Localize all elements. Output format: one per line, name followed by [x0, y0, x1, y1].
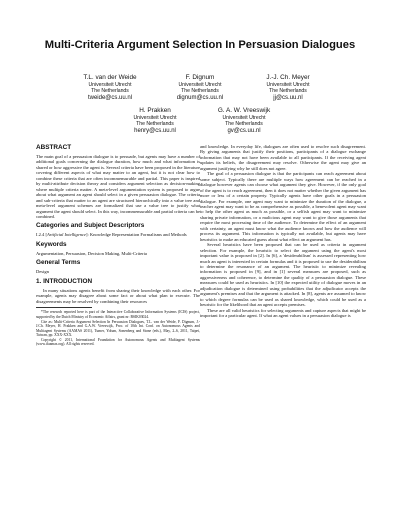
author-block [228, 74, 348, 102]
footnote-divider [36, 307, 92, 308]
author-name: G. A. W. Vreeswijk [217, 107, 271, 114]
body-paragraph: Several heuristics have been proposed that can be used as criteria in argument selection. For example, the heuristic to select the argument using the agent's most important value is proposed in [2]. In [6], a 'desiderabilism' is assessed representing how much an agent is interested in certain formulas and it is proposed to use the desiderabilism to determine the resonance of an argument. The heuristic to minimize revealing information is proposed in [9], and in [1] several measures are proposed, such as aggressiveness and coherence, to determine the quality of a persuasion dialogue. These measures could be used as heuristics. In [10] the expected utility of dialogue moves in an adjudication dialogue is determined using probabilities that the adjudicator accepts the argument's premises and that the argument is attacked. In [8], agents are assumed to know to which degree formulas can be used as shared knowledge, which could be used as a heuristic for the likelihood that an agent accepts premises. [200, 242, 366, 308]
footnote-funding: *The research reported here is part of the Interactive Collaborative Information Systems (ICIS) project, supported by the Dutch Ministry of Economic Affairs, grant nr: BSIK03024. [36, 310, 200, 319]
author-name: J.-J. Ch. Meyer [266, 74, 310, 81]
footnote-copyright: Copyright © 2011, International Foundation for Autonomous Agents and Multiagent Systems (www.ifaamas.org). All rights reserved. [36, 337, 200, 346]
author-email: dignum@cs.uu.nl [176, 95, 224, 101]
author-email: tweide@cs.uu.nl [87, 95, 133, 101]
author-country: The Netherlands [91, 88, 129, 94]
author-block [184, 107, 304, 135]
body-paragraph: and knowledge. In everyday life, dialogues are often used to resolve such disagreement. By giving arguments that justify their positions, participants of a dialogue exchange information that may not have been available to all participants. If the receiving agent updates its beliefs, the disagreement may resolve. Otherwise the agent may give an argument justifying why he still does not agree. [200, 144, 366, 171]
body-paragraph: The goal of a persuasion dialogue is that the participants can reach agreement about some subject. Typically there are multiple ways how agreement can be reached in a dialogue however agents can choose what argument they give. However, if the only goal of the agent is to reach agreement, then it does not matter whether the given argument has more or less of a certain property. Typically agents have other goals in a persuasion dialogue. For example, one agent may want to minimize the duration of the dialogue, a teacher agent may want to be as comprehensive as possible, a benevolent agent may want to help the other agent as much as possible, or a selfish agent may want to minimize sharing private information, or a malicious agent may want to give those arguments that require the most processing time of the audience. To determine the effect of an argument with certainty, an agent must know what the audience knows and how the audience will process its argument. This information is typically not available, but agents may have heuristics to make an educated guess about what effect an argument has. [200, 171, 366, 242]
author-country: The Netherlands [269, 88, 307, 94]
footnotes [36, 310, 200, 346]
categories-text [36, 232, 200, 237]
author-email: jj@cs.uu.nl [273, 95, 303, 101]
author-affiliation: Universiteit Utrecht [266, 82, 310, 88]
keywords-heading: Keywords [36, 240, 67, 248]
categories-code: I.2.4 [ [36, 232, 47, 238]
introduction-heading: 1. INTRODUCTION [36, 277, 93, 285]
categories-emph: Artificial Intelligence [47, 232, 87, 238]
author-country: The Netherlands [225, 121, 263, 127]
author-name: T.L. van der Weide [83, 74, 137, 81]
body-paragraph: These are all valid heuristics for selecting arguments and capture aspects that might be important for a particular agent. If what an agent values in a persuasion dialogue is [200, 307, 366, 319]
author-country: The Netherlands [136, 121, 174, 127]
author-affiliation: Universiteit Utrecht [133, 115, 177, 121]
abstract-text: The main goal of a persuasion dialogue is to persuade, but agents may have a number of additional goals concerning the dialogue duration, how much and what information is shared or how aggressive the agent is. Several criteria have been proposed in the literature covering different aspects of what may matter to an agent, but it is not clear how to combine these criteria that are often incommensurable and partial. This paper is inspired by multi-attribute decision theory and considers argument selection as decision-making where multiple criteria matter. A meta-level argumentation system is proposed to argue about what argument an agent should select in a given persuasion dialogue. The criteria and sub-criteria that matter to an agent are structured hierarchically into a value tree and meta-level argument schemes are formalized that use a value tree to justify what argument the agent should select. In this way, incommensurable and partial criteria can be combined. [36, 154, 201, 219]
footnote-citation: Cite as: Multi-Criteria Argument Selection In Persuasion Dialogues, T.L. van der Weide, F. Dignum, J.-J.Ch. Meyer, H. Prakken and G.A.W. Vreeswijk, Proc. of 10th Int. Conf. on Autonomous Agents and Multiagent Systems (AAMAS 2011), Tumer, Yolum, Sonenberg and Stone (eds.), May, 2–6, 2011, Taipei, Taiwan, pp. XXX-XXX. [36, 319, 200, 338]
author-email: gv@cs.uu.nl [227, 128, 261, 134]
categories-heading: Categories and Subject Descriptors [36, 222, 145, 230]
general-terms-text: Design [36, 269, 49, 275]
right-column [200, 144, 366, 319]
author-affiliation: Universiteit Utrecht [222, 115, 266, 121]
author-affiliation: Universiteit Utrecht [178, 82, 222, 88]
author-name: H. Prakken [139, 107, 171, 114]
author-email: henry@cs.uu.nl [134, 128, 176, 134]
keywords-text: Argumentation, Persuasion, Decision Making, Multi-Criteria [36, 250, 147, 256]
author-affiliation: Universiteit Utrecht [88, 82, 132, 88]
paper-title: Multi-Criteria Argument Selection In Persuasion Dialogues [44, 39, 356, 51]
introduction-text: In many situations agents benefit from sharing their knowledge with each other. For example, agents may disagree about some fact or about what plan to execute. The disagreements may be resolved by combining their resources [36, 287, 200, 304]
author-name: F. Dignum [185, 74, 215, 81]
author-country: The Netherlands [181, 88, 219, 94]
abstract-heading: ABSTRACT [36, 144, 72, 151]
categories-rest: ]: Knowledge Representation Formalisms and Methods [86, 232, 187, 238]
general-terms-heading: General Terms [36, 259, 81, 267]
left-column [36, 144, 200, 346]
